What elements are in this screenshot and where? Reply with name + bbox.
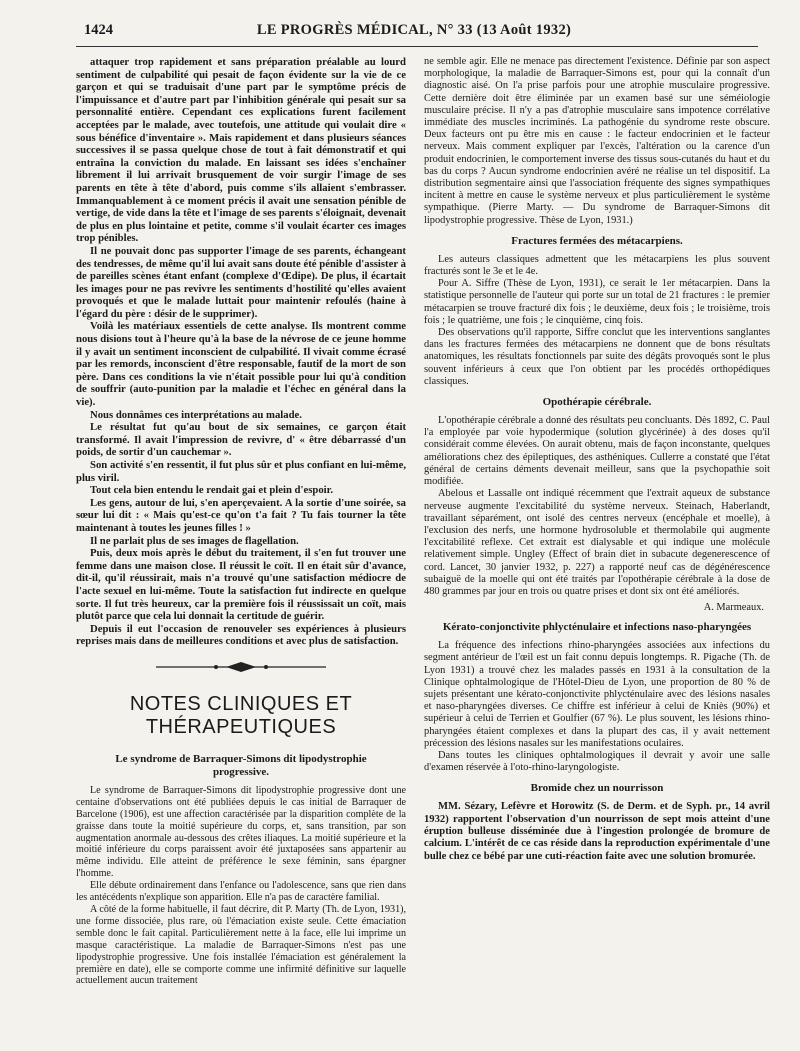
- paragraph: Elle débute ordinairement dans l'enfance ou l'adolescence, sans que rien dans les antécédents n'explique son apparition. Elle n'a pas de caractère familial.: [76, 880, 406, 904]
- left-column: [76, 56, 406, 987]
- paragraph: MM. Sézary, Lefèvre et Horowitz (S. de Derm. et de Syph. pr., 14 avril 1932) rapportent l'observation d'un nourrisson de sept mois atteint d'une éruption bulleuse disséminée due à l'ingestion prolongée de bromure de calcium. L'intérêt de ce cas réside dans la reproduction expérimentale d'une bulle chez ce bébé par une cuti-réaction faite avec une solution bromurée.: [424, 801, 770, 862]
- section-fractures: [424, 254, 770, 388]
- notes-section-title: NOTES CLINIQUES ET THÉRAPEUTIQUES: [129, 692, 353, 738]
- section-barraquer: [76, 785, 406, 987]
- journal-title: LE PROGRÈS MÉDICAL, N° 33 (13 Août 1932): [256, 22, 572, 38]
- paragraph: L'opothérapie cérébrale a donné des résultats peu concluants. Dès 1892, C. Paul l'a employée par voie hypodermique (solution glycérinée) à des doses qu'il considérait comme élevées. On aurait obtenu, mais de façon inconstante, quelques améliorations chez des épileptiques, des asthéniques. Cullerre a constaté que l'état général de certains déments devenait meilleur, sans que la psychopathie soit modifiée.: [424, 415, 770, 488]
- paragraph: Il ne pouvait donc pas supporter l'image de ses parents, échangeant des tendresses, de même qu'il lui avait sans doute été pénible d'assister à de pareilles scènes étant enfant (complexe d'Œdipe). De plus, il écartait les images pour ne pas revivre les sentiments d'hostilité qu'elles avaient provoqués et que le malade luttait pour maintenir refoulés (haine à l'égard du père : désir de le supprimer).: [76, 244, 406, 320]
- section-bromide: [424, 801, 770, 862]
- paragraph: Il ne parlait plus de ses images de flagellation.: [90, 534, 299, 547]
- section-opotherapie: [424, 415, 770, 598]
- header-rule: [76, 46, 758, 47]
- paragraph: Le résultat fut qu'au bout de six semaines, ce garçon était transformé. Il avait l'impression de revivre, d' « être débarrassé d'un poids, de sortir d'un cauchemar ».: [76, 421, 406, 459]
- paragraph: Tout cela bien entendu le rendait gai et plein d'espoir.: [90, 484, 334, 497]
- paragraph: Nous donnâmes ces interprétations au malade.: [90, 408, 302, 421]
- paragraph: Pour A. Siffre (Thèse de Lyon, 1931), ce serait le 1er métacarpien. Dans la statistique personnelle de l'auteur qui porte sur un total de 21 fractures : le premier métacarpien se trouve fracturé dix fois ; le deuxième, deux fois ; le troisième, trois fois ; le quatrième, une fois ; le cinquième, cinq fois.: [424, 278, 770, 326]
- section-title-kerato: Kérato-conjonctivite phlycténulaire et infections naso-pharyngées: [442, 621, 752, 634]
- paragraph: Abelous et Lassalle ont indiqué récemment que l'extrait aqueux de substance nerveuse augmente l'excitabilité du système nerveux. Steinach, Haberlandt, travaillant séparément, ont isolé des centres nerveux (encéphale et moelle), à l'exclusion des nerfs, une hormone hydrosoluble et thermolabile qui augmente l'excitabilité reflexe. Cet extrait est dialysable et qui indique une molécule relativement simple. Ungley (Effect of brain diet in subacute degenerescence of cord. Lancet, 30 janvier 1932, p. 227) a rapporté neuf cas de dégénérescence subaiguë de la moelle qui ont été traités par l'opothérapie cérébrale à la dose de 480 grammes par jour en trois ou quatre prises et dont six ont été améliorés.: [424, 488, 770, 597]
- paragraph: ne semble agir. Elle ne menace pas directement l'existence. Définie par son aspect morphologique, la maladie de Barraquer-Simons est, pour qui la connaît d'un diagnostic aisé. On l'a prise parfois pour une atrophie musculaire progressive. Cette dernière doit être éliminée par un examen basé sur une séméiologie musculaire précise. Il n'y a pas d'atrophie musculaire sans impotence corrélative immédiate des muscles incriminés. La pathogénie du syndrome reste obscure. Deux facteurs ont pu être mis en cause : le facteur endocrinien et le facteur nerveux. Mais comment expliquer par l'excès, l'altération ou la carence d'un produit endocrinien, le comportement inverse des tissus sous-cutanés du haut et du bas du corps ? Aucun syndrome endocrinien avéré ne réalise un tel dispositif. La distribution segmentaire ainsi que l'association fréquente des signes sympathiques incitent à mettre en cause le système nerveux et plus particulièrement le système sympathique. (Pierre Marty. — Du syndrome de Barraquer-Simons dit lipodystrophie progressive. Thèse de Lyon, 1931.): [424, 56, 770, 226]
- paragraph: Dans toutes les cliniques ophtalmologiques il devrait y avoir une salle d'examen réservée à l'oto-rhino-laryngologiste.: [424, 749, 770, 774]
- section-barraquer-continuation: [424, 56, 770, 227]
- paragraph: Les gens, autour de lui, s'en aperçevaient. A la sortie d'une soirée, sa sœur lui dit : « Mais qu'est-ce qu'on t'a fait ? Tu fais tourner la tête maintenant à toutes les jeunes filles ! »: [76, 496, 406, 534]
- case-report-continuation: [76, 56, 406, 648]
- section-title-barraquer: Le syndrome de Barraquer-Simons dit lipodystrophie progressive.: [115, 752, 367, 778]
- right-column: [424, 56, 770, 863]
- paragraph: Son activité s'en ressentit, il fut plus sûr et plus confiant en lui-même, plus viril.: [76, 459, 406, 484]
- page-number: 1424: [84, 22, 113, 38]
- author-signature: A. Marmeaux.: [703, 602, 764, 614]
- paragraph: Depuis il eut l'occasion de renouveler ses expériences à plusieurs reprises mais dans de meilleures conditions et avec plus de satisfaction.: [76, 622, 406, 648]
- paragraph: Voilà les matériaux essentiels de cette analyse. Ils montrent comme nous disions tout à l'heure qu'à la base de la névrose de ce jeune homme il y avait un sentiment inconscient de culpabilité. Il vivait comme écrasé par les remords, inconscient d'être responsable, fautif de la mort de son père. Dans ces conditions la vie n'était possible pour lui qu'à condition de souffrir (auto-punition par la maladie et l'échec en général dans la vie).: [76, 320, 406, 409]
- paragraph: La fréquence des infections rhino-pharyngées associées aux infections du segment antérieur de l'œil est un fait connu depuis longtemps. R. Pigache (Th. de Lyon 1931) a trouvé chez les malades passés en 1931 à la consultation de la Clinique ophtalmologique de l'Hôtel-Dieu de Lyon, une proportion de 80 % de sujets présentant une kérato-conjonctivite phlycténulaire avec des lésions nasales et naso-pharyngées diverses. Ce chiffre est inférieur à celui de Kniès (90%) et supérieur à celui de Terrien et Goulfier (67 %). Le plus souvent, les lésions rhino-pharyngées étaient complexes et dans la plupart des cas, il y avait nettement précession des lésions nasales sur les manifestations oculaires.: [424, 640, 770, 749]
- paragraph: A côté de la forme habituelle, il faut décrire, dit P. Marty (Th. de Lyon, 1931), une forme dissociée, plus rare, où l'émaciation existe seule. Cette émaciation semble donc le fait capital. Particulièrement nette à la face, elle lui imprime un masque caractéristique. La maladie de Barraquer-Simons n'est pas une lipodystrophie progressive. Une fois installée l'émaciation est généralement la première en date), elle se comporte comme une infirmité définitive sur laquelle actuellement aucun traitement: [76, 903, 406, 987]
- paragraph: Puis, deux mois après le début du traitement, il s'en fut trouver une femme dans une maison close. Il réussit le coït. Il en était sûr d'avance, dit-il, qu'il réussirait, mais n'a trouvé qu'une satisfaction médiocre de l'acte sexuel en lui-même. Toute la satisfaction fut indirecte en quelque sorte. Il fut très heureux, car la première fois il réussissait un coït, mais plutôt parce que cela lui donnait la certitude de guérir.: [76, 547, 406, 623]
- paragraph: attaquer trop rapidement et sans préparation préalable au lourd sentiment de culpabilité qui pesait de façon évidente sur la vie de ce garçon et qui se traduisait d'une part par le symptôme précis de l'impuissance et d'autre part par l'inhibition générale qui pesait sur sa personnalité entière. Cependant ces explications furent facilement acceptées par le malade, avec toutefois, une attitude qui voulait dire « sous bénéfice d'inventaire ». Mais rapidement et dans plusieurs séances successives il se passa quelque chose de tout à fait démonstratif et qui entraîna la conviction du malade. En laissant ses idées s'enchaîner librement il lui arrivait brusquement de voir surgir l'image de ses parents en tête à tête d'abord, puis comme s'ils allaient s'embrasser. Immanquablement à ce moment précis il avait une sensation pénible de vertige, de vide dans la tête et l'image de ses parents s'éloignait, devenait de plus en plus lointaine et petite, comme s'il voulait écarter ces images trop pénibles.: [76, 56, 406, 245]
- paragraph: Des observations qu'il rapporte, Siffre conclut que les interventions sanglantes dans les fractures fermées des métacarpiens ne donnent que de bons résultats anatomiques, les résultats fonctionnels par suite des dégâts provoqués sont le plus souvent inférieurs à ceux que l'on obtient par les procédés orthopédiques classiques.: [424, 327, 770, 387]
- section-title-fractures: Fractures fermées des métacarpiens.: [511, 234, 683, 247]
- section-kerato: [424, 640, 770, 774]
- paragraph: Les auteurs classiques admettent que les métacarpiens les plus souvent fracturés sont le 3e et le 4e.: [424, 253, 770, 278]
- section-title-bromide: Bromide chez un nourrisson: [530, 782, 664, 795]
- section-title-opotherapie: Opothérapie cérébrale.: [542, 396, 652, 409]
- running-header: [84, 22, 744, 44]
- ornamental-divider: [76, 658, 406, 676]
- paragraph: Le syndrome de Barraquer-Simons dit lipodystrophie progressive dont une centaine d'observations ont été publiées depuis le cas initial de Barraquer de Barcelone (1906), est une affection caractérisée par la disparition complète de la graisse dans toute la moitié supérieure du corps, et, sans transition, par son augmentation anormale au-dessous des crêtes iliaques. La moitié supérieure et la moitié inférieure du corps paraissent avoir été juxtaposées sans appartenir au même individu. Elle atteint de préférence le sexe féminin, sans épargner l'homme.: [76, 784, 406, 880]
